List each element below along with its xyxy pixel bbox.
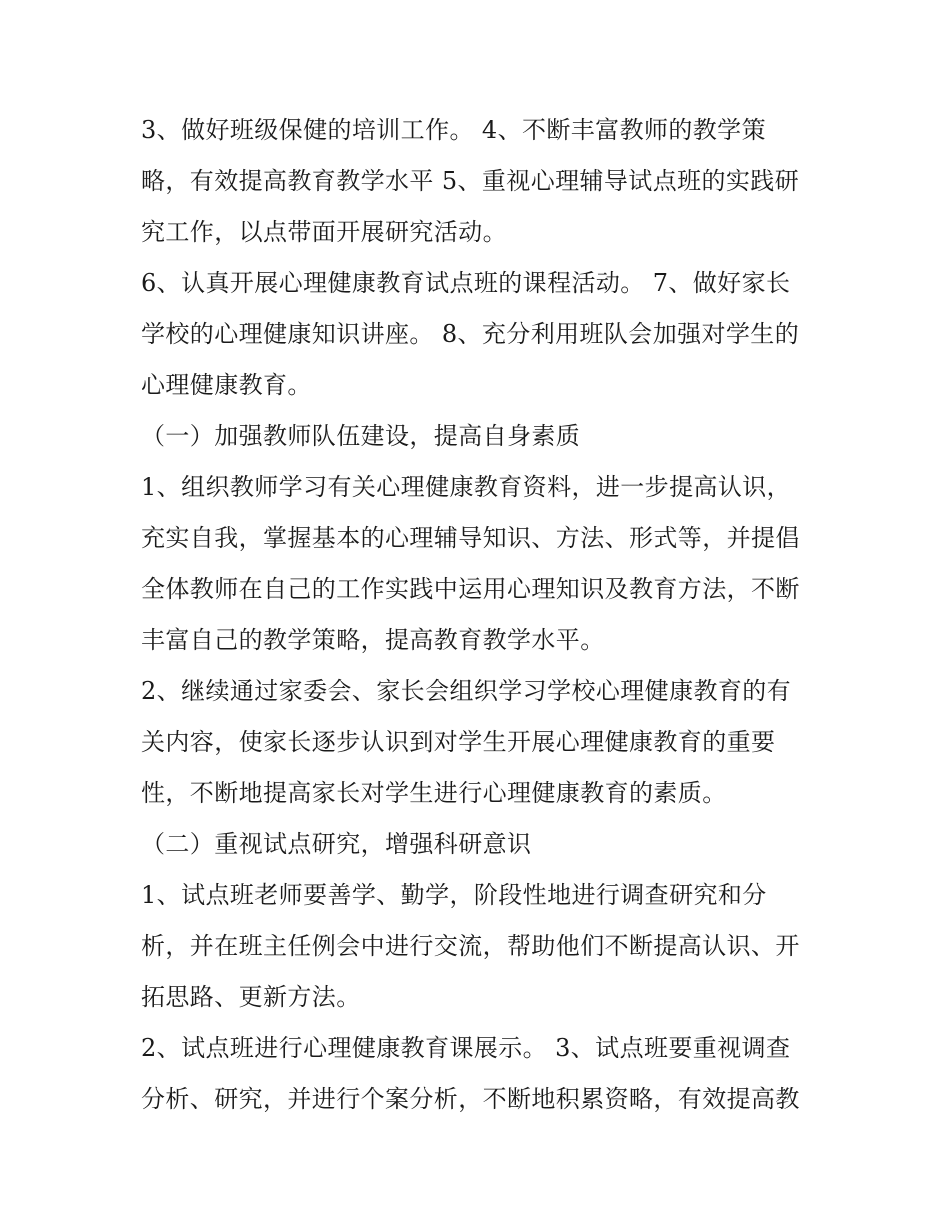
text-line: 性，不断地提高家长对学生进行心理健康教育的素质。 [141,779,727,807]
text-line: 分析、研究，并进行个案分析，不断地积累资略，有效提高教 [141,1085,800,1113]
text-line: 析，并在班主任例会中进行交流，帮助他们不断提高认识、开 [141,932,800,960]
section-heading-two [141,819,831,870]
text-line: 心理健康教育。 [141,371,312,399]
heading-line: （一）加强教师队伍建设，提高自身素质 [141,422,581,450]
heading-line: （二）重视试点研究，增强科研意识 [141,830,532,858]
paragraph-tasks-6-8 [141,258,831,411]
text-line: 充实自我，掌握基本的心理辅导知识、方法、形式等，并提倡 [141,524,800,552]
text-line: 2、试点班进行心理健康教育课展示。 3、试点班要重视调查 [141,1034,791,1062]
text-line: 1、试点班老师要善学、勤学，阶段性地进行调查研究和分 [141,881,767,909]
text-line: 学校的心理健康知识讲座。 8、充分利用班队会加强对学生的 [141,320,800,348]
text-line: 2、继续通过家委会、家长会组织学习学校心理健康教育的有 [141,677,792,705]
text-line: 丰富自己的教学策略，提高教育教学水平。 [141,626,605,654]
text-line: 3、做好班级保健的培训工作。 4、不断丰富教师的教学策 [141,116,766,144]
document-body [141,105,831,1125]
text-line: 关内容，使家长逐步认识到对学生开展心理健康教育的重要 [141,728,776,756]
text-line: 全体教师在自己的工作实践中运用心理知识及教育方法，不断 [141,575,800,603]
section-heading-one [141,411,831,462]
paragraph-teacher-study [141,462,831,666]
paragraph-tasks-3-5 [141,105,831,258]
text-line: 拓思路、更新方法。 [141,983,361,1011]
text-line: 6、认真开展心理健康教育试点班的课程活动。 7、做好家长 [141,269,791,297]
text-line: 究工作，以点带面开展研究活动。 [141,218,507,246]
paragraph-pilot-teachers [141,870,831,1023]
paragraph-parent-committee [141,666,831,819]
paragraph-pilot-class-display [141,1023,831,1125]
text-line: 略，有效提高教育教学水平 5、重视心理辅导试点班的实践研 [141,167,800,195]
text-line: 1、组织教师学习有关心理健康教育资料，进一步提高认识， [141,473,792,501]
